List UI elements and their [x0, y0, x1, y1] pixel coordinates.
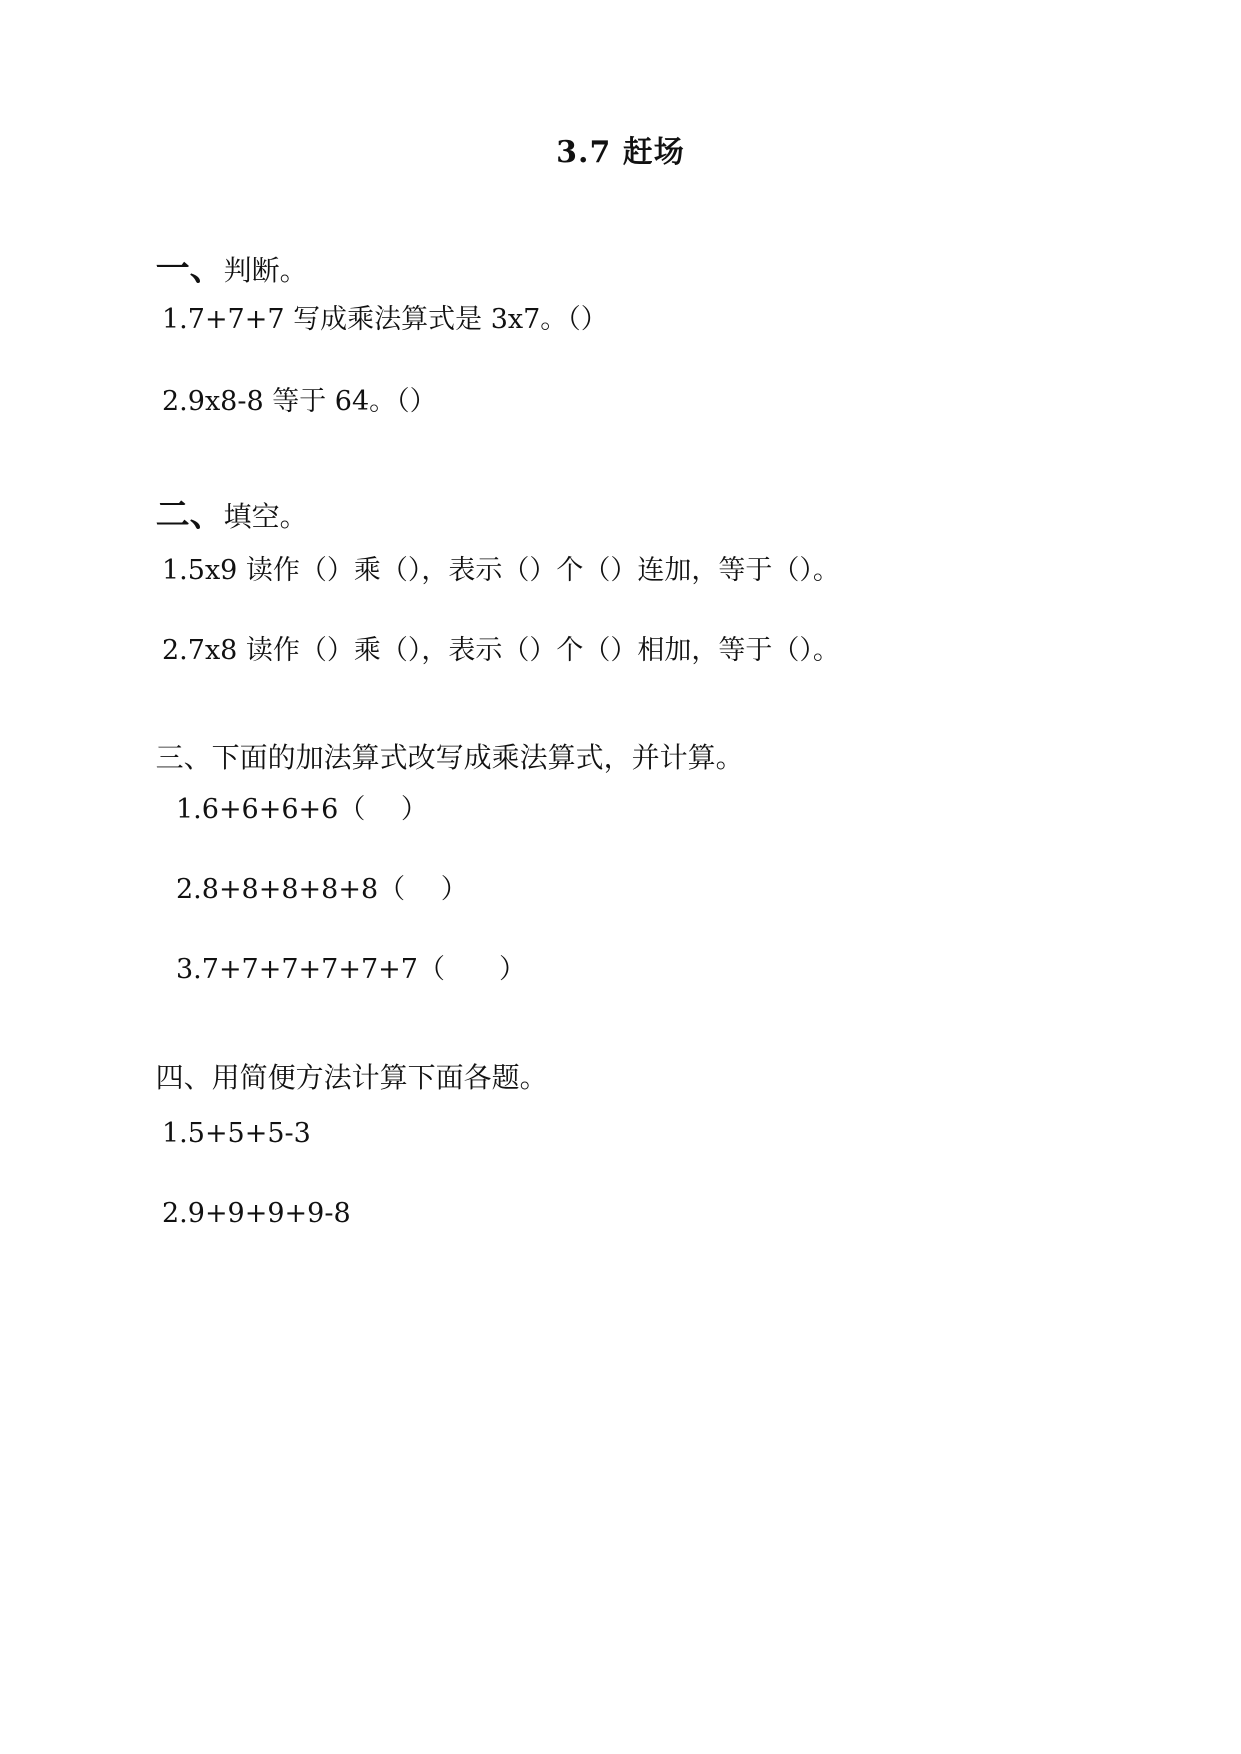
section-2-number: 二、: [155, 495, 224, 535]
section-4-item-1: 1.5+5+5-3: [162, 1118, 311, 1149]
section-2-title: 填空。: [223, 500, 308, 533]
page-title: 3.7 赶场: [556, 135, 685, 170]
section-3-number: 三、: [155, 741, 212, 774]
section-3-heading: [120, 716, 744, 800]
section-3-item-3: 3.7+7+7+7+7+7（ ）: [176, 954, 526, 985]
section-1-title: 判断。: [223, 254, 308, 287]
section-2-item-2: 2.7x8 读作（）乘（），表示（）个（）相加，等于（）。: [162, 635, 840, 666]
section-1-heading: [120, 224, 308, 314]
section-3-item-1: 1.6+6+6+6（ ）: [176, 794, 428, 825]
section-1-number: 一、: [155, 249, 224, 289]
section-4-item-2: 2.9+9+9+9-8: [162, 1198, 351, 1229]
section-4-heading: [120, 1036, 548, 1120]
section-1-item-1: 1.7+7+7 写成乘法算式是 3x7。（）: [162, 304, 608, 335]
section-4-number: 四、: [155, 1061, 212, 1094]
section-2-heading: [120, 470, 308, 560]
section-2-item-1: 1.5x9 读作（）乘（），表示（）个（）连加，等于（）。: [162, 555, 840, 586]
section-3-item-2: 2.8+8+8+8+8（ ）: [176, 874, 468, 905]
section-4-title: 用简便方法计算下面各题。: [211, 1061, 548, 1094]
section-3-title: 下面的加法算式改写成乘法算式，并计算。: [211, 741, 744, 774]
section-1-item-2: 2.9x8-8 等于 64。（）: [162, 386, 437, 417]
